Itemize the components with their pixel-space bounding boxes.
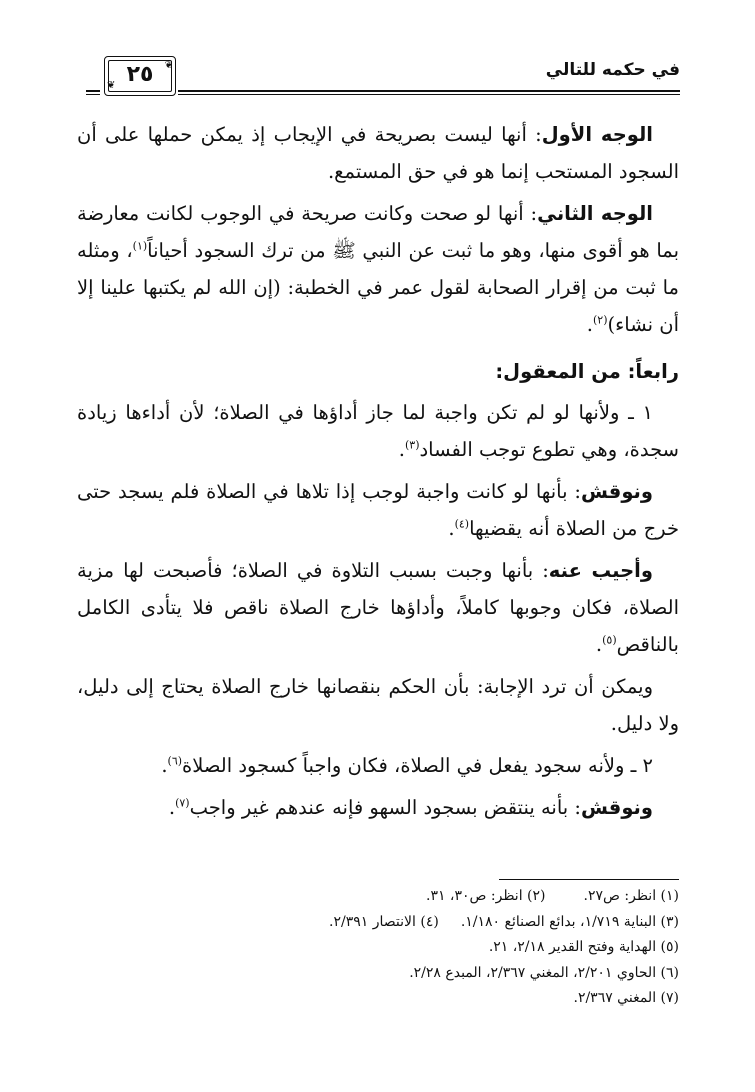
paragraph-objection (77, 473, 679, 547)
footnote-separator (499, 879, 679, 880)
header-rule-left (86, 90, 100, 92)
paragraph-reason-one (77, 394, 679, 468)
paragraph-text: : بأنه ينتقض بسجود السهو فإنه عندهم غير واجب (189, 796, 581, 819)
footnote-ref[interactable]: (٧) (175, 796, 190, 810)
footnote-7: (٧) المغني ٢/٣٦٧. (573, 990, 679, 1006)
footnote-ref[interactable]: (٦) (167, 754, 183, 768)
footnote-6: (٦) الحاوي ٢/٢٠١، المغني ٢/٣٦٧، المبدع ٢/٢٨. (409, 964, 679, 981)
header-rule-left-thin (86, 94, 100, 95)
paragraph-end: . (586, 313, 593, 336)
page-number: ٢٥ (126, 62, 154, 87)
main-text (77, 116, 679, 831)
page-number-frame (104, 56, 176, 96)
footnote-4: (٤) الانتصار ٢/٣٩١. (329, 913, 439, 930)
paragraph-lead: ونوقش (580, 796, 653, 819)
footnote-line (77, 961, 679, 987)
paragraph-text: : بأنها لو كانت واجبة لوجب إذا تلاها في الصلاة فلم يسجد حتى خرج من الصلاة أنه يقضيها (77, 480, 679, 540)
paragraph-reason-two (77, 747, 679, 784)
paragraph-text: : أنها ليست بصريحة في الإيجاب إذ يمكن حملها على أن السجود المستحب إنما هو في حق المستمع. (77, 123, 679, 183)
paragraph-text: : أنها لو صحت وكانت صريحة في الوجوب لكانت معارضة بما هو أقوى منها، وهو ما ثبت عن النبي ﷺ من ترك السجود أحياناً (77, 202, 679, 262)
paragraph-lead: الوجه الأول (541, 123, 653, 146)
section-heading: رابعاً: من المعقول: (495, 360, 679, 383)
footnote-ref[interactable]: (٤) (454, 517, 470, 531)
page-header (86, 52, 680, 96)
paragraph-lead: وأجيب عنه (548, 559, 653, 582)
footnote-3: (٣) البناية ١/٧١٩، بدائع الصنائع ١/١٨٠. (460, 913, 679, 930)
footnote-ref[interactable]: (٥) (602, 633, 617, 647)
paragraph-text: ١ ـ ولأنها لو لم تكن واجبة لما جاز أداؤها في الصلاة؛ لأن أداءها زيادة سجدة، وهي تطوع توجب الفساد (77, 401, 679, 461)
paragraph-lead: الوجه الثاني (537, 202, 653, 225)
paragraph-end: . (161, 754, 168, 777)
footnote-line (77, 910, 679, 936)
paragraph-objection-two (77, 789, 679, 826)
paragraph-lead: ونوقش (580, 480, 653, 503)
footnote-5: (٥) الهداية وفتح القدير ٢/١٨، ٢١. (488, 939, 679, 955)
paragraph-text: : بأنها وجبت بسبب التلاوة في الصلاة؛ فأصبحت لها مزية الصلاة، فكان وجوبها كاملاً، وأداؤها خارج الصلاة ناقص فلا يتأدى الكامل بالناقص (77, 559, 679, 656)
paragraph-text: ويمكن أن ترد الإجابة: بأن الحكم بنقصانها خارج الصلاة يحتاج إلى دليل، ولا دليل. (77, 675, 679, 735)
paragraph-first-aspect (77, 116, 679, 190)
running-title: في حكمه للتالي (545, 60, 680, 80)
paragraph-end: . (168, 796, 176, 819)
ornament-icon: ❦ (164, 60, 173, 71)
paragraph-end: . (595, 633, 603, 656)
footnote-line (77, 884, 679, 910)
footnote-line (77, 935, 679, 961)
paragraph-response (77, 552, 679, 663)
paragraph-text: ٢ ـ ولأنه سجود يفعل في الصلاة، فكان واجباً كسجود الصلاة (182, 754, 653, 777)
paragraph-end: . (448, 517, 455, 540)
header-rule (178, 90, 680, 92)
footnote-ref[interactable]: (٢) (593, 313, 608, 327)
footnote-ref[interactable]: (١) (132, 239, 148, 253)
footnotes (77, 884, 679, 1012)
footnote-1: (١) انظر: ص٢٧. (583, 888, 679, 904)
footnote-ref[interactable]: (٣) (404, 438, 420, 452)
ornament-icon: ❦ (107, 80, 116, 91)
footnote-2: (٢) انظر: ص٣٠، ٣١. (425, 888, 546, 904)
paragraph-end: . (398, 438, 405, 461)
header-rule-thin (178, 94, 680, 95)
paragraph-text: ، ومثله ما ثبت من إقرار الصحابة لقول عمر في الخطبة: (إن الله لم يكتبها علينا إلا أن نشاء) (77, 239, 679, 336)
paragraph-second-aspect (77, 195, 679, 343)
paragraph-rebuttal (77, 668, 679, 742)
footnote-line (77, 986, 679, 1012)
